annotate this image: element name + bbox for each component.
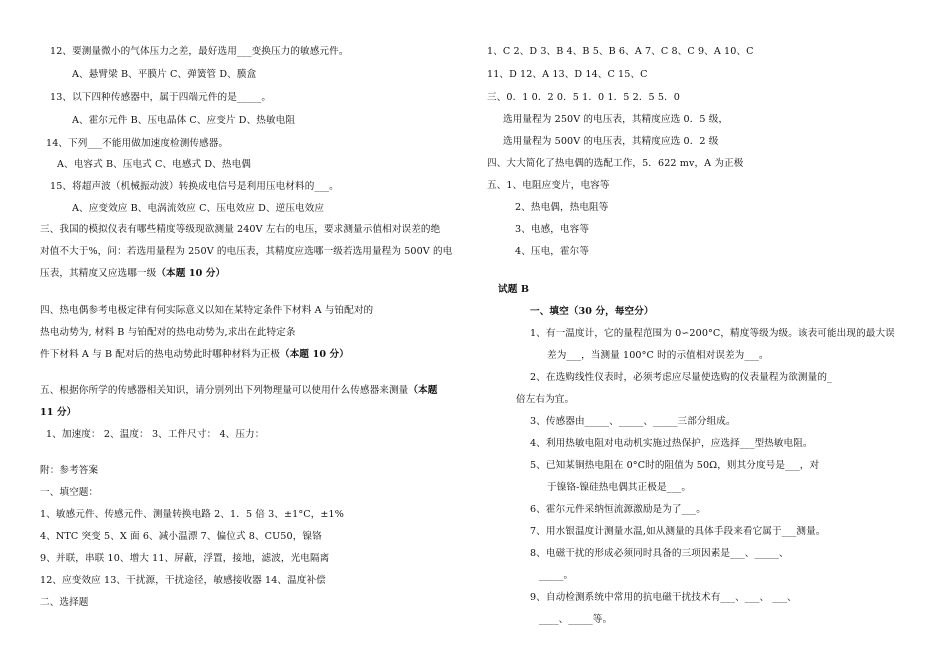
left-line xyxy=(40,305,373,317)
text-run: 12、要测量微小的气体压力之差，最好选用___变换压力的敏感元件。 xyxy=(50,46,349,57)
right-line xyxy=(539,570,573,582)
right-line xyxy=(539,614,612,626)
right-line xyxy=(487,92,680,104)
left-line xyxy=(40,597,88,609)
text-run: 五、1、电阻应变片，电容等 xyxy=(487,180,610,191)
right-line xyxy=(515,202,608,214)
left-line xyxy=(40,509,344,521)
text-run: _____。 xyxy=(539,570,574,581)
right-line xyxy=(530,328,895,340)
left-line xyxy=(40,487,98,499)
text-run: 选用量程为 500V 的电压表，其精度应选 0．2 级 xyxy=(503,136,719,147)
left-line xyxy=(46,429,264,441)
text-run: 2、热电偶，热电阻等 xyxy=(515,202,609,213)
left-line xyxy=(40,385,437,397)
text-run: 差为___，当测量 100°C 时的示值相对误差为___。 xyxy=(547,350,769,361)
bold-text-run: （本题 xyxy=(408,385,438,396)
right-line xyxy=(530,438,813,450)
text-run: ____、_____等。 xyxy=(539,614,613,625)
text-run: 1、敏感元件、传感元件、测量转换电路 2、1．5 倍 3、±1°C，±1% xyxy=(40,509,344,520)
text-run: 件下材料 A 与 B 配对后的热电动势此时哪种材料为正极 xyxy=(40,349,281,360)
left-line xyxy=(40,575,326,587)
text-run: 14、下列___不能用做加速度检测传感器。 xyxy=(46,138,229,149)
text-run: 15、将超声波（机械振动波）转换成电信号是利用压电材料的___。 xyxy=(50,181,339,192)
text-run: 三、我国的模拟仪表有哪些精度等级现欲测量 240V 左右的电压，要求测量示值相对误差的绝 xyxy=(40,224,441,235)
text-run: 8、电磁干扰的形成必须同时具备的三项因素是___、_____、 xyxy=(530,548,789,559)
right-line xyxy=(487,46,754,58)
text-run: 对值不大于%，问：若选用量程为 250V 的电压表，其精度应选哪一级若选用量程为 500V 的电 xyxy=(40,246,453,257)
text-run: 1、有一温度计，它的量程范围为 0∽200°C，精度等级为级。该表可能出现的最大误 xyxy=(530,328,895,339)
text-run: 一、填空题： xyxy=(40,487,99,498)
left-line xyxy=(57,159,251,171)
bold-text-run: （本题 10 分） xyxy=(280,349,349,360)
text-run: 二、选择题 xyxy=(40,597,89,608)
bold-text-run: （本题 10 分） xyxy=(156,268,226,279)
text-run: 7、用水银温度计测量水温,如从测量的具体手段来看它属于___测量。 xyxy=(530,526,826,537)
text-run: 四、大大简化了热电偶的选配工作，5．622 mv，A 为正极 xyxy=(487,158,744,169)
right-line xyxy=(547,482,691,494)
right-line xyxy=(498,284,529,296)
right-line xyxy=(547,350,769,362)
right-line xyxy=(530,416,736,428)
right-line xyxy=(503,114,728,126)
text-run: 9、自动检测系统中常用的抗电磁干扰技术有___、___、 ___、 xyxy=(530,592,797,603)
text-run: 6、霍尔元件采纳恒流源激励是为了___。 xyxy=(530,504,706,515)
left-line xyxy=(72,69,256,81)
text-run: 压表，其精度又应选哪一级 xyxy=(40,268,157,279)
left-line xyxy=(40,407,76,419)
left-line xyxy=(50,181,339,193)
text-run: 11、D 12、A 13、D 14、C 15、C xyxy=(487,69,648,80)
left-line xyxy=(40,349,349,361)
left-line xyxy=(40,327,296,339)
text-run: A、电容式 B、压电式 C、电感式 D、热电偶 xyxy=(57,159,251,170)
right-line xyxy=(487,69,648,81)
right-line xyxy=(530,460,819,472)
bold-text-run: 一、填空（30 分，每空分） xyxy=(530,306,654,317)
left-line xyxy=(40,553,329,565)
text-run: 于镍铬-镍硅热电偶其正极是___。 xyxy=(547,482,692,493)
right-line xyxy=(530,548,789,560)
text-run: 9、并联，串联 10、增大 11、屏蔽，浮置，接地，滤波，光电隔离 xyxy=(40,553,330,564)
text-run: 13、以下四种传感器中，属于四端元件的是_____。 xyxy=(50,92,272,103)
right-line xyxy=(530,306,654,318)
text-run: 3、电感，电容等 xyxy=(515,224,590,235)
right-line xyxy=(515,246,589,258)
text-run: 选用量程为 250V 的电压表，其精度应选 0．5 级， xyxy=(503,114,729,125)
right-line xyxy=(530,526,825,538)
left-line xyxy=(40,246,452,258)
text-run: 4、NTC 突变 5、X 面 6、减小温漂 7、偏位式 8、CU50，镍铬 xyxy=(40,531,322,542)
text-run: 倍左右为宜。 xyxy=(516,394,575,405)
text-run: 5、已知某铜热电阻在 0°C时的阻值为 50Ω，则其分度号是___，对 xyxy=(530,460,820,471)
right-line xyxy=(503,136,718,148)
text-run: 4、利用热敏电阻对电动机实施过热保护，应选择___型热敏电阻。 xyxy=(530,438,813,449)
text-run: 2、在选购线性仪表时，必须考虑应尽量使选购的仪表量程为欲测量的_ xyxy=(530,372,832,383)
bold-text-run: 11 分） xyxy=(40,407,77,418)
left-line xyxy=(50,46,349,58)
right-line xyxy=(515,224,589,236)
right-line xyxy=(487,180,610,192)
left-line xyxy=(50,92,271,104)
right-line xyxy=(487,158,743,170)
bold-text-run: 试题 B xyxy=(498,284,530,295)
text-run: A、应变效应 B、电涡流效应 C、压电效应 D、逆压电效应 xyxy=(72,203,325,214)
text-run: 12、应变效应 13、干扰源，干扰途径，敏感接收器 14、温度补偿 xyxy=(40,575,326,586)
left-line xyxy=(72,115,295,127)
text-run: 三、0．1 0．2 0．5 1．0 1．5 2．5 5．0 xyxy=(487,92,680,103)
text-run: 1、C 2、D 3、B 4、B 5、B 6、A 7、C 8、C 9、A 10、C xyxy=(487,46,754,57)
text-run: A、霍尔元件 B、压电晶体 C、应变片 D、热敏电阻 xyxy=(72,115,296,126)
right-line xyxy=(516,394,574,406)
right-line xyxy=(530,372,832,384)
left-line xyxy=(40,465,98,477)
text-run: 附：参考答案 xyxy=(40,465,99,476)
left-line xyxy=(40,268,225,280)
left-line xyxy=(40,224,440,236)
right-line xyxy=(530,504,706,516)
text-run: 热电动势为, 材料 B 与铂配对的热电动势为,求出在此特定条 xyxy=(40,327,296,338)
left-line xyxy=(72,203,324,215)
text-run: 1、加速度： 2、温度： 3、工件尺寸： 4、压力： xyxy=(46,429,265,440)
text-run: 3、传感器由_____、_____、_____三部分组成。 xyxy=(530,416,736,427)
right-line xyxy=(530,592,797,604)
text-run: A、悬臂梁 B、平膜片 C、弹簧管 D、膜盒 xyxy=(72,69,257,80)
text-run: 四、热电偶参考电极定律有何实际意义以知在某特定条件下材料 A 与铂配对的 xyxy=(40,305,374,316)
left-line xyxy=(40,531,322,543)
text-run: 五、根据你所学的传感器相关知识，请分别列出下列物理量可以使用什么传感器来测量 xyxy=(40,385,409,396)
text-run: 4、压电，霍尔等 xyxy=(515,246,590,257)
left-line xyxy=(46,138,228,150)
